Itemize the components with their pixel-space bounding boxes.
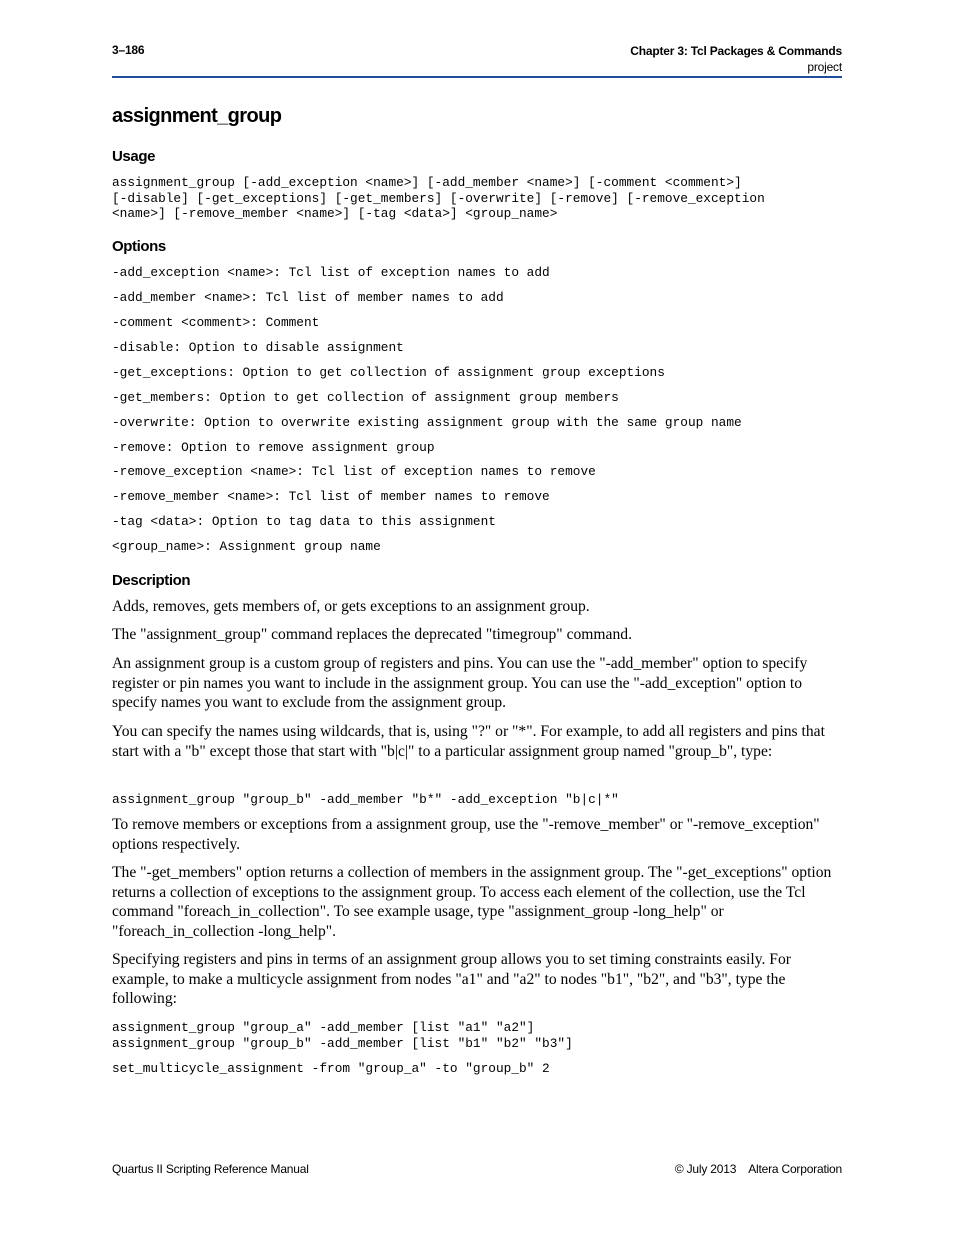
- chapter-title: Chapter 3: Tcl Packages & Commands: [630, 44, 842, 58]
- example-code: [112, 1020, 573, 1051]
- option-item: -remove_member <name>: Tcl list of member names to remove: [112, 489, 550, 504]
- description-heading: Description: [112, 572, 191, 589]
- usage-code: [112, 175, 765, 222]
- code-line: assignment_group "group_a" -add_member [list "a1" "a2"]: [112, 1020, 535, 1035]
- option-item: -add_member <name>: Tcl list of member names to add: [112, 290, 504, 305]
- example-code: assignment_group "group_b" -add_member "b*" -add_exception "b|c|*": [112, 792, 619, 807]
- code-line: assignment_group "group_b" -add_member [list "b1" "b2" "b3"]: [112, 1035, 573, 1051]
- option-item: -comment <comment>: Comment: [112, 315, 320, 330]
- company-name: Altera Corporation: [748, 1162, 842, 1176]
- option-item: -get_exceptions: Option to get collection of assignment group exceptions: [112, 365, 665, 380]
- description-paragraph: Specifying registers and pins in terms of an assignment group allows you to set timing constraints easily. For example, to make a multicycle assignment from nodes "a1" and "a2" to nodes "b1", "b2", and "b3", type the following:: [112, 951, 791, 1007]
- usage-line: [-disable] [-get_exceptions] [-get_members] [-overwrite] [-remove] [-remove_exception: [112, 190, 765, 206]
- example-code: set_multicycle_assignment -from "group_a" -to "group_b" 2: [112, 1061, 550, 1076]
- option-item: <group_name>: Assignment group name: [112, 539, 381, 554]
- command-title: assignment_group: [112, 105, 282, 127]
- option-item: -remove_exception <name>: Tcl list of exception names to remove: [112, 464, 596, 479]
- option-item: -get_members: Option to get collection of assignment group members: [112, 390, 619, 405]
- manual-title: Quartus II Scripting Reference Manual: [112, 1162, 309, 1176]
- description-paragraph: The "assignment_group" command replaces the deprecated "timegroup" command.: [112, 626, 632, 643]
- running-header: [630, 43, 842, 75]
- description-paragraph: Adds, removes, gets members of, or gets exceptions to an assignment group.: [112, 598, 590, 615]
- section-name: project: [807, 60, 842, 74]
- usage-line: <name>] [-remove_member <name>] [-tag <data>] <group_name>: [112, 206, 558, 221]
- option-item: -disable: Option to disable assignment: [112, 340, 404, 355]
- option-item: -tag <data>: Option to tag data to this assignment: [112, 514, 496, 529]
- copyright-date: © July 2013: [674, 1162, 737, 1176]
- option-item: -add_exception <name>: Tcl list of exception names to add: [112, 265, 550, 280]
- options-heading: Options: [112, 238, 166, 255]
- description-paragraph: To remove members or exceptions from a assignment group, use the "-remove_member" or "-remove_exception" options respectively.: [112, 816, 820, 853]
- option-item: -remove: Option to remove assignment group: [112, 440, 435, 455]
- usage-heading: Usage: [112, 148, 156, 165]
- usage-line: assignment_group [-add_exception <name>] [-add_member <name>] [-comment <comment>]: [112, 175, 742, 190]
- description-paragraph: The "-get_members" option returns a collection of members in the assignment group. The "-get_exceptions" option returns a collection of exceptions to the assignment group. To access each element of the collection, use the Tcl command "foreach_in_collection". To see example usage, type "assignment_group -long_help" or "foreach_in_collection -long_help".: [112, 864, 832, 940]
- description-paragraph: An assignment group is a custom group of registers and pins. You can use the "-add_member" option to specify register or pin names you want to include in the assignment group. You can use the "-add_exception" option to specify names you want to exclude from the assignment group.: [112, 655, 808, 711]
- header-rule: [112, 76, 842, 78]
- description-paragraph: You can specify the names using wildcards, that is, using "?" or "*". For example, to add all registers and pins that start with a "b" except those that start with "b|c|" to a particular assignment group named "group_b", type:: [112, 723, 825, 760]
- option-item: -overwrite: Option to overwrite existing assignment group with the same group name: [112, 415, 742, 430]
- page-number: 3–186: [112, 43, 145, 57]
- footer-right: [675, 1162, 842, 1176]
